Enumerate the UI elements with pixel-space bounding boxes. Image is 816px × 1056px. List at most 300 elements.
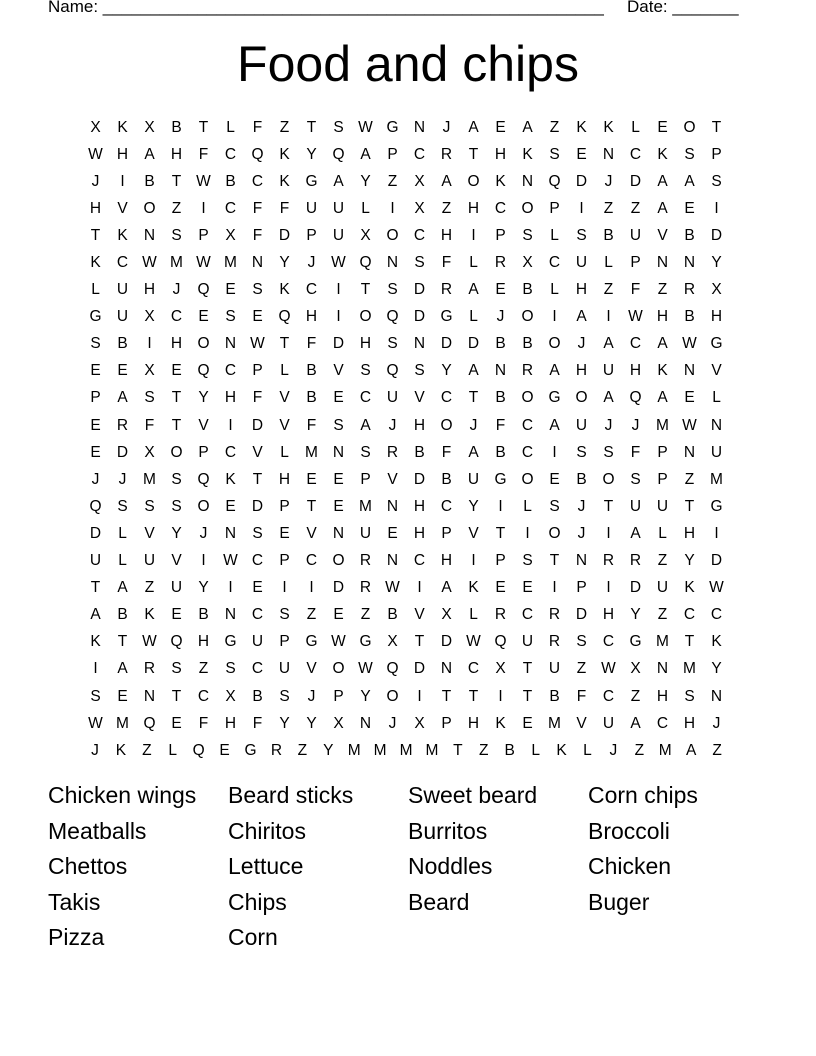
grid-row — [82, 304, 730, 331]
date-field-label: Date: _______ — [627, 0, 739, 16]
grid-letter: H — [89, 199, 102, 217]
grid-letter: H — [413, 416, 426, 434]
grid-letter: K — [495, 714, 506, 732]
grid-letter: I — [471, 226, 476, 244]
grid-letter: Q — [494, 633, 507, 651]
grid-letter: B — [549, 687, 560, 705]
grid-letter: Q — [197, 470, 210, 488]
grid-letter: T — [198, 118, 209, 136]
grid-letter: B — [306, 362, 317, 380]
grid-letter: M — [143, 470, 156, 488]
grid-letter: M — [305, 443, 318, 461]
grid-letter: S — [549, 145, 560, 163]
grid-letter: D — [332, 335, 345, 353]
grid-letter: S — [603, 443, 614, 461]
grid-letter: C — [629, 145, 642, 163]
grid-letter: A — [468, 281, 479, 299]
grid-letter: S — [333, 416, 344, 434]
grid-letter: L — [118, 552, 127, 570]
grid-letter: W — [142, 254, 157, 272]
grid-letter: S — [171, 470, 182, 488]
grid-letter: L — [550, 281, 559, 299]
grid-letter: P — [198, 443, 209, 461]
grid-letter: Z — [306, 606, 317, 624]
grid-letter: S — [576, 443, 587, 461]
grid-letter: E — [657, 118, 668, 136]
grid-letter: I — [606, 524, 611, 542]
grid-letter: T — [306, 497, 317, 515]
word-list-item: Chicken wings — [48, 782, 197, 808]
grid-row — [82, 683, 730, 710]
grid-letter: Q — [359, 254, 372, 272]
grid-letter: F — [198, 145, 209, 163]
grid-letter: C — [413, 552, 426, 570]
grid-letter: K — [657, 145, 668, 163]
letter-grid — [82, 114, 730, 764]
grid-letter: F — [252, 226, 263, 244]
grid-letter: M — [399, 741, 413, 759]
grid-letter: J — [469, 416, 478, 434]
grid-letter: R — [440, 145, 453, 163]
grid-letter: X — [225, 687, 236, 705]
grid-letter: W — [682, 335, 697, 353]
grid-letter: N — [224, 606, 237, 624]
grid-letter: A — [684, 172, 695, 190]
grid-letter: F — [198, 714, 209, 732]
grid-letter: E — [219, 741, 230, 759]
grid-letter: H — [440, 552, 453, 570]
header-fields — [48, 0, 748, 17]
grid-letter: W — [385, 579, 400, 597]
grid-letter: Z — [360, 606, 371, 624]
grid-letter: J — [388, 714, 397, 732]
grid-letter: A — [657, 389, 668, 407]
grid-letter: I — [147, 335, 152, 353]
grid-letter: Z — [630, 687, 641, 705]
grid-letter: Q — [197, 281, 210, 299]
grid-letter: V — [144, 524, 155, 542]
grid-letter: C — [224, 362, 237, 380]
grid-letter: A — [441, 172, 452, 190]
grid-letter: J — [307, 254, 316, 272]
grid-letter: C — [467, 660, 480, 678]
grid-letter: W — [358, 118, 373, 136]
grid-letter: D — [575, 172, 588, 190]
grid-letter: T — [306, 118, 317, 136]
grid-letter: O — [683, 118, 696, 136]
grid-letter: T — [711, 118, 722, 136]
grid-letter: S — [387, 281, 398, 299]
grid-letter: J — [388, 416, 397, 434]
grid-row — [82, 249, 730, 276]
grid-letter: X — [90, 118, 101, 136]
grid-letter: V — [252, 443, 263, 461]
grid-letter: O — [197, 497, 210, 515]
grid-letter: Z — [634, 741, 645, 759]
grid-letter: P — [360, 470, 371, 488]
grid-letter: M — [373, 741, 387, 759]
grid-letter: L — [531, 741, 540, 759]
grid-letter: O — [197, 335, 210, 353]
grid-letter: J — [199, 524, 208, 542]
word-list-item: Buger — [588, 888, 650, 915]
grid-letter: X — [360, 226, 371, 244]
grid-letter: T — [684, 497, 695, 515]
grid-letter: B — [603, 226, 614, 244]
grid-letter: D — [629, 172, 642, 190]
grid-letter: O — [359, 308, 372, 326]
grid-letter: R — [116, 416, 129, 434]
grid-letter: E — [252, 308, 263, 326]
grid-letter: C — [683, 606, 696, 624]
grid-letter: R — [359, 579, 372, 597]
grid-letter: O — [521, 389, 534, 407]
grid-letter: K — [117, 226, 128, 244]
grid-letter: N — [521, 172, 534, 190]
grid-letter: Z — [657, 552, 668, 570]
grid-letter: S — [360, 362, 371, 380]
grid-letter: S — [171, 660, 182, 678]
grid-letter: R — [440, 281, 453, 299]
grid-letter: I — [93, 660, 98, 678]
word-list-item: Beard sticks — [228, 782, 354, 808]
grid-letter: Z — [297, 741, 308, 759]
grid-letter: F — [630, 281, 641, 299]
grid-letter: J — [442, 118, 451, 136]
grid-letter: Z — [279, 118, 290, 136]
word-list-item: Takis — [48, 888, 101, 915]
grid-letter: Z — [630, 199, 641, 217]
grid-row — [82, 493, 730, 520]
grid-letter: A — [576, 308, 587, 326]
grid-letter: N — [710, 416, 723, 434]
grid-letter: I — [201, 199, 206, 217]
grid-letter: C — [656, 714, 669, 732]
grid-letter: R — [602, 552, 615, 570]
grid-letter: R — [521, 362, 534, 380]
grid-letter: K — [279, 281, 290, 299]
grid-letter: Z — [603, 281, 614, 299]
grid-letter: U — [602, 362, 615, 380]
grid-letter: T — [171, 687, 182, 705]
grid-letter: I — [309, 579, 314, 597]
grid-letter: B — [684, 308, 695, 326]
grid-letter: H — [278, 470, 291, 488]
grid-letter: M — [656, 633, 669, 651]
grid-letter: S — [144, 497, 155, 515]
grid-row — [82, 575, 730, 602]
grid-letter: J — [609, 741, 618, 759]
grid-letter: U — [656, 579, 669, 597]
grid-letter: J — [91, 172, 100, 190]
word-list-item: Broccoli — [588, 817, 670, 844]
grid-letter: B — [495, 335, 506, 353]
grid-letter: B — [252, 687, 263, 705]
grid-letter: W — [331, 633, 346, 651]
grid-letter: E — [306, 470, 317, 488]
grid-letter: T — [453, 741, 463, 759]
grid-letter: B — [387, 606, 398, 624]
grid-letter: I — [579, 199, 584, 217]
grid-letter: O — [521, 470, 534, 488]
grid-letter: V — [414, 389, 425, 407]
grid-letter: H — [575, 362, 588, 380]
grid-letter: J — [91, 470, 100, 488]
grid-letter: P — [306, 226, 317, 244]
grid-letter: F — [252, 714, 263, 732]
grid-row — [82, 195, 730, 222]
grid-letter: C — [251, 172, 264, 190]
grid-letter: B — [414, 443, 425, 461]
grid-letter: C — [710, 606, 723, 624]
grid-letter: I — [390, 199, 395, 217]
grid-letter: T — [603, 497, 614, 515]
grid-letter: D — [413, 660, 426, 678]
word-list-item: Meatballs — [48, 817, 147, 844]
grid-letter: U — [521, 633, 534, 651]
grid-letter: N — [440, 660, 453, 678]
grid-letter: R — [629, 552, 642, 570]
grid-letter: A — [117, 660, 128, 678]
grid-letter: Y — [468, 497, 479, 515]
grid-letter: I — [417, 579, 422, 597]
grid-letter: P — [495, 552, 506, 570]
grid-letter: A — [657, 172, 668, 190]
grid-letter: B — [522, 281, 533, 299]
grid-letter: P — [279, 497, 290, 515]
grid-letter: I — [606, 308, 611, 326]
grid-letter: X — [495, 660, 506, 678]
grid-row — [82, 358, 730, 385]
grid-letter: M — [658, 741, 672, 759]
grid-letter: J — [91, 741, 99, 759]
grid-letter: K — [711, 633, 722, 651]
grid-letter: A — [685, 741, 697, 759]
grid-letter: O — [575, 389, 588, 407]
grid-letter: E — [522, 714, 533, 732]
grid-letter: O — [332, 552, 345, 570]
grid-letter: W — [142, 633, 157, 651]
grid-letter: L — [583, 741, 592, 759]
grid-letter: A — [90, 606, 101, 624]
grid-letter: U — [89, 552, 102, 570]
grid-letter: U — [629, 226, 642, 244]
grid-letter: A — [549, 362, 560, 380]
grid-letter: S — [414, 254, 425, 272]
grid-letter: T — [90, 579, 101, 597]
grid-letter: E — [90, 416, 101, 434]
grid-letter: D — [278, 226, 291, 244]
grid-row — [82, 277, 730, 304]
grid-letter: O — [440, 416, 453, 434]
word-list-item: Corn chips — [588, 782, 698, 808]
grid-letter: P — [657, 470, 668, 488]
grid-letter: I — [471, 552, 476, 570]
grid-letter: S — [711, 172, 722, 190]
grid-letter: N — [575, 552, 588, 570]
grid-letter: M — [170, 254, 183, 272]
grid-letter: R — [359, 552, 372, 570]
grid-letter: G — [386, 118, 399, 136]
grid-letter: V — [333, 362, 344, 380]
grid-letter: A — [630, 524, 641, 542]
grid-letter: K — [522, 145, 533, 163]
grid-letter: Q — [386, 362, 399, 380]
grid-letter: U — [116, 308, 129, 326]
grid-letter: D — [251, 416, 264, 434]
grid-letter: N — [332, 443, 345, 461]
grid-letter: U — [359, 524, 372, 542]
grid-letter: V — [198, 416, 209, 434]
grid-letter: W — [331, 254, 346, 272]
grid-letter: I — [552, 579, 557, 597]
grid-letter: K — [495, 172, 506, 190]
grid-letter: E — [684, 389, 695, 407]
grid-letter: J — [604, 416, 613, 434]
grid-letter: V — [306, 524, 317, 542]
grid-letter: P — [495, 226, 506, 244]
grid-letter: Q — [192, 741, 205, 759]
grid-letter: C — [224, 443, 237, 461]
grid-row — [82, 710, 730, 737]
grid-letter: F — [279, 199, 290, 217]
grid-letter: H — [170, 335, 183, 353]
grid-letter: Q — [386, 660, 399, 678]
grid-letter: T — [360, 281, 371, 299]
grid-letter: N — [413, 118, 426, 136]
word-list-item: Chips — [228, 888, 287, 915]
grid-letter: K — [90, 633, 101, 651]
grid-letter: F — [576, 687, 587, 705]
grid-letter: E — [333, 389, 344, 407]
grid-letter: A — [117, 579, 128, 597]
grid-letter: X — [225, 226, 236, 244]
grid-letter: U — [629, 497, 642, 515]
grid-letter: H — [467, 199, 480, 217]
grid-letter: B — [504, 741, 515, 759]
grid-letter: N — [413, 335, 426, 353]
grid-letter: W — [88, 145, 103, 163]
grid-letter: C — [197, 687, 210, 705]
grid-letter: H — [305, 308, 318, 326]
grid-letter: Y — [360, 687, 371, 705]
grid-letter: N — [683, 362, 696, 380]
grid-letter: V — [468, 524, 479, 542]
grid-letter: B — [117, 606, 128, 624]
grid-letter: E — [252, 579, 263, 597]
grid-letter: V — [279, 416, 290, 434]
grid-letter: T — [468, 145, 479, 163]
grid-letter: U — [575, 254, 588, 272]
grid-letter: G — [244, 741, 257, 759]
grid-letter: G — [440, 308, 453, 326]
grid-letter: Q — [197, 362, 210, 380]
word-list-item: Chiritos — [228, 817, 306, 844]
grid-letter: Z — [441, 199, 452, 217]
grid-row — [82, 222, 730, 249]
grid-letter: K — [90, 254, 101, 272]
grid-letter: X — [414, 199, 425, 217]
word-list-item: Burritos — [408, 817, 488, 844]
grid-letter: Z — [142, 741, 152, 759]
grid-letter: A — [657, 199, 668, 217]
grid-letter: S — [117, 497, 128, 515]
grid-letter: L — [280, 443, 289, 461]
grid-letter: C — [305, 281, 318, 299]
grid-letter: J — [172, 281, 181, 299]
grid-letter: Q — [332, 145, 345, 163]
grid-letter: U — [278, 660, 291, 678]
grid-letter: I — [120, 172, 125, 190]
grid-letter: M — [548, 714, 561, 732]
grid-letter: K — [279, 145, 290, 163]
grid-letter: I — [417, 687, 422, 705]
grid-letter: G — [89, 308, 102, 326]
grid-letter: Y — [360, 172, 371, 190]
grid-letter: I — [228, 579, 233, 597]
grid-letter: E — [117, 687, 128, 705]
grid-letter: Y — [198, 579, 209, 597]
grid-letter: V — [657, 226, 668, 244]
grid-letter: E — [117, 362, 128, 380]
grid-letter: V — [117, 199, 128, 217]
grid-letter: S — [414, 362, 425, 380]
grid-letter: K — [279, 172, 290, 190]
grid-letter: B — [495, 443, 506, 461]
grid-letter: S — [333, 118, 344, 136]
grid-letter: E — [90, 443, 101, 461]
grid-letter: N — [656, 660, 669, 678]
grid-letter: B — [576, 470, 587, 488]
word-list-item: Beard — [408, 888, 470, 915]
grid-letter: H — [143, 281, 156, 299]
grid-letter: Z — [549, 118, 560, 136]
grid-letter: B — [198, 606, 209, 624]
grid-letter: U — [116, 281, 129, 299]
grid-letter: A — [468, 443, 479, 461]
grid-letter: P — [576, 579, 587, 597]
grid-letter: C — [413, 226, 426, 244]
grid-letter: E — [333, 470, 344, 488]
grid-letter: U — [386, 389, 399, 407]
grid-letter: S — [171, 497, 182, 515]
word-list-item: Corn — [228, 924, 278, 951]
grid-letter: R — [143, 660, 156, 678]
grid-letter: X — [630, 660, 641, 678]
grid-letter: L — [469, 308, 478, 326]
grid-letter: I — [228, 416, 233, 434]
grid-letter: H — [116, 145, 129, 163]
grid-letter: E — [333, 606, 344, 624]
grid-letter: A — [360, 145, 371, 163]
grid-letter: L — [280, 362, 289, 380]
grid-letter: B — [495, 389, 506, 407]
word-list-item: Pizza — [48, 924, 105, 951]
grid-letter: Q — [170, 633, 183, 651]
grid-letter: R — [683, 281, 696, 299]
grid-letter: T — [171, 389, 182, 407]
grid-letter: I — [336, 281, 341, 299]
grid-letter: D — [629, 579, 642, 597]
grid-letter: M — [710, 470, 723, 488]
grid-letter: G — [224, 633, 237, 651]
grid-letter: S — [225, 308, 236, 326]
grid-letter: Y — [323, 741, 334, 759]
grid-letter: K — [468, 579, 479, 597]
grid-row — [82, 466, 730, 493]
grid-letter: Z — [576, 660, 587, 678]
grid-letter: P — [387, 145, 398, 163]
